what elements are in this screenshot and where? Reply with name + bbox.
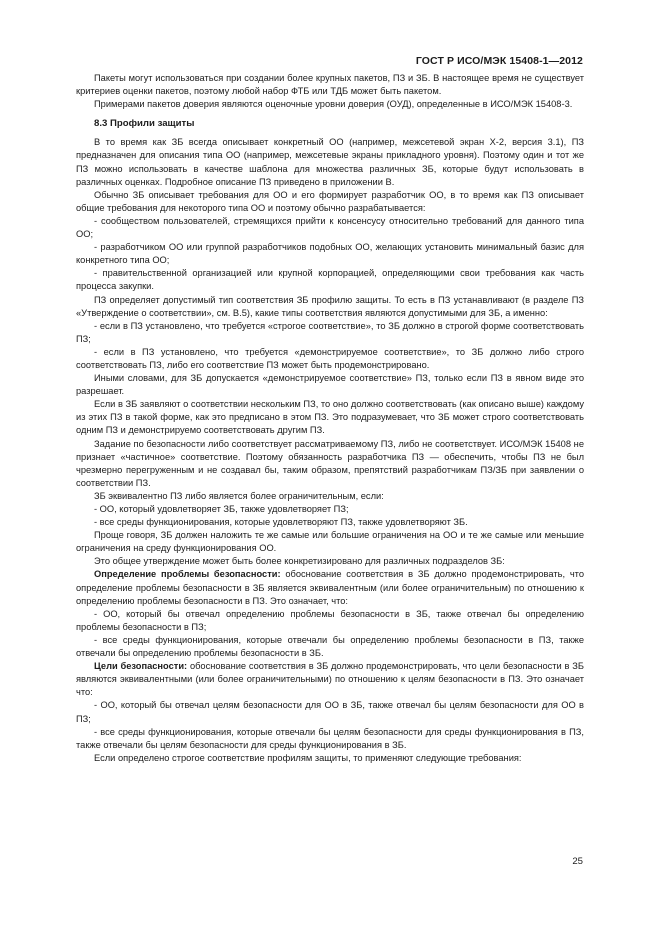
list-item: - если в ПЗ установлено, что требуется «демонстрируемое соответствие», то ЗБ должно либо строго соответствовать ПЗ, либо его соответствие ПЗ может быть продемонстрировано. [76,346,584,370]
paragraph: ПЗ определяет допустимый тип соответствия ЗБ профилю защиты. То есть в ПЗ устанавливают (в разделе ПЗ «Утверждение о соответствии», см. В.5), какие типы соответствия являются допустимыми для ЗБ, а именно: [76,294,584,318]
list-item: - все среды функционирования, которые удовлетворяют ПЗ, также удовлетворяют ЗБ. [94,517,468,528]
paragraph: Обычно ЗБ описывает требования для ОО и его формирует разработчик ОО, в то время как ПЗ описывает общие требования для некоторого типа ОО и поэтому обычно разрабатывается: [76,189,584,213]
list-item: - сообществом пользователей, стремящихся прийти к консенсусу относительно требований для данного типа ОО; [76,215,584,240]
list-item: - правительственной организацией или крупной корпорацией, определяющими свои требования как часть процесса закупки. [76,268,584,292]
paragraph: Задание по безопасности либо соответствует рассматриваемому ПЗ, либо не соответствует. ИСО/МЭК 15408 не признает «частичное» соответствие. Поэтому обязанность разработчика ПЗ — обеспечить, чтобы ПЗ не был чрезмерно перегруженным и не создавал бы, таким образом, препятствий разработчикам ПЗ/ЗБ при заявлении о соответствии ПЗ. [76,438,584,488]
list-item: - ОО, который бы отвечал целям безопасности для ОО в ЗБ, также отвечал бы целям безопасности для ОО в ПЗ; [76,700,584,724]
paragraph [76,660,584,699]
paragraph: Иными словами, для ЗБ допускается «демонстрируемое соответствие» ПЗ, только если ПЗ в явном виде это разрешает. [76,373,584,397]
list-item: - ОО, который бы отвечал определению проблемы безопасности в ЗБ, также отвечал бы определению проблемы безопасности в ПЗ; [76,608,584,632]
paragraph: В то время как ЗБ всегда описывает конкретный ОО (например, межсетевой экран X-2, версия 3.1), ПЗ предназначен для описания типа ОО (например, межсетевые экраны прикладного уровня). Поэтому один и тот же ПЗ можно использовать в качестве шаблона для множества различных ЗБ, которые будут использовать в различных оценках. Подробное описание ПЗ приведено в приложении В. [76,137,584,187]
paragraph: Пакеты могут использоваться при создании более крупных пакетов, ПЗ и ЗБ. В настоящее время не существует критериев оценки пакетов, поэтому любой набор ФТБ или ТДБ может быть пакетом. [76,73,584,97]
list-item: - разработчиком ОО или группой разработчиков подобных ОО, желающих установить минимальный базис для конкретного типа ОО; [76,242,584,266]
body-text [76,72,584,765]
paragraph: Примерами пакетов доверия являются оценочные уровни доверия (ОУД), определенные в ИСО/МЭК 15408-3. [94,99,573,110]
document-code-header: ГОСТ Р ИСО/МЭК 15408-1—2012 [415,55,583,67]
paragraph-lead: Определение проблемы безопасности: [94,569,281,580]
paragraph-lead: Цели безопасности: [94,661,188,672]
list-item: - ОО, который удовлетворяет ЗБ, также удовлетворяет ПЗ; [94,504,349,514]
paragraph: Проще говоря, ЗБ должен наложить те же самые или большие ограничения на ОО и те же самые или меньшие ограничения на среду функционирования ОО. [76,530,584,554]
list-item: - все среды функционирования, которые отвечали бы целям безопасности для среды функционирования в ПЗ, также отвечали бы целям безопасности для среды функционирования в ЗБ. [76,726,584,750]
list-item: - если в ПЗ установлено, что требуется «строгое соответствие», то ЗБ должно в строгой форме соответствовать ПЗ; [76,320,584,344]
paragraph: ЗБ эквивалентно ПЗ либо является более ограничительным, если: [94,490,384,501]
paragraph: Это общее утверждение может быть более конкретизировано для различных подразделов ЗБ: [94,556,505,567]
paragraph: Если определено строгое соответствие профилям защиты, то применяют следующие требования: [94,752,522,763]
paragraph: Если в ЗБ заявляют о соответствии нескольким ПЗ, то оно должно соответствовать (как описано выше) каждому из этих ПЗ в такой форме, как это предписано в этом ПЗ. Это подразумевает, что ЗБ может строго соответствовать одним ПЗ и демонстрируемо соответствовать другим ПЗ. [76,399,584,436]
list-item: - все среды функционирования, которые отвечали бы определению проблемы безопасности в ПЗ, также отвечали бы определению проблемы безопасности в ЗБ. [76,634,584,659]
page-number: 25 [572,856,583,867]
paragraph-text: обоснование соответствия в ЗБ должно продемонстрировать, что цели безопасности в ЗБ являются эквивалентными (или более ограничительными) по отношению к целям безопасности в ПЗ. Это означает что: [76,661,584,698]
paragraph-text: обоснование соответствия в ЗБ должно продемонстрировать, что определение проблемы безопасности в ЗБ является эквивалентным (или более ограничительным) по отношению к определению проблемы безопасности в ПЗ. Это означает, что: [76,569,584,606]
paragraph [76,568,584,607]
section-heading: 8.3 Профили защиты [94,118,195,130]
